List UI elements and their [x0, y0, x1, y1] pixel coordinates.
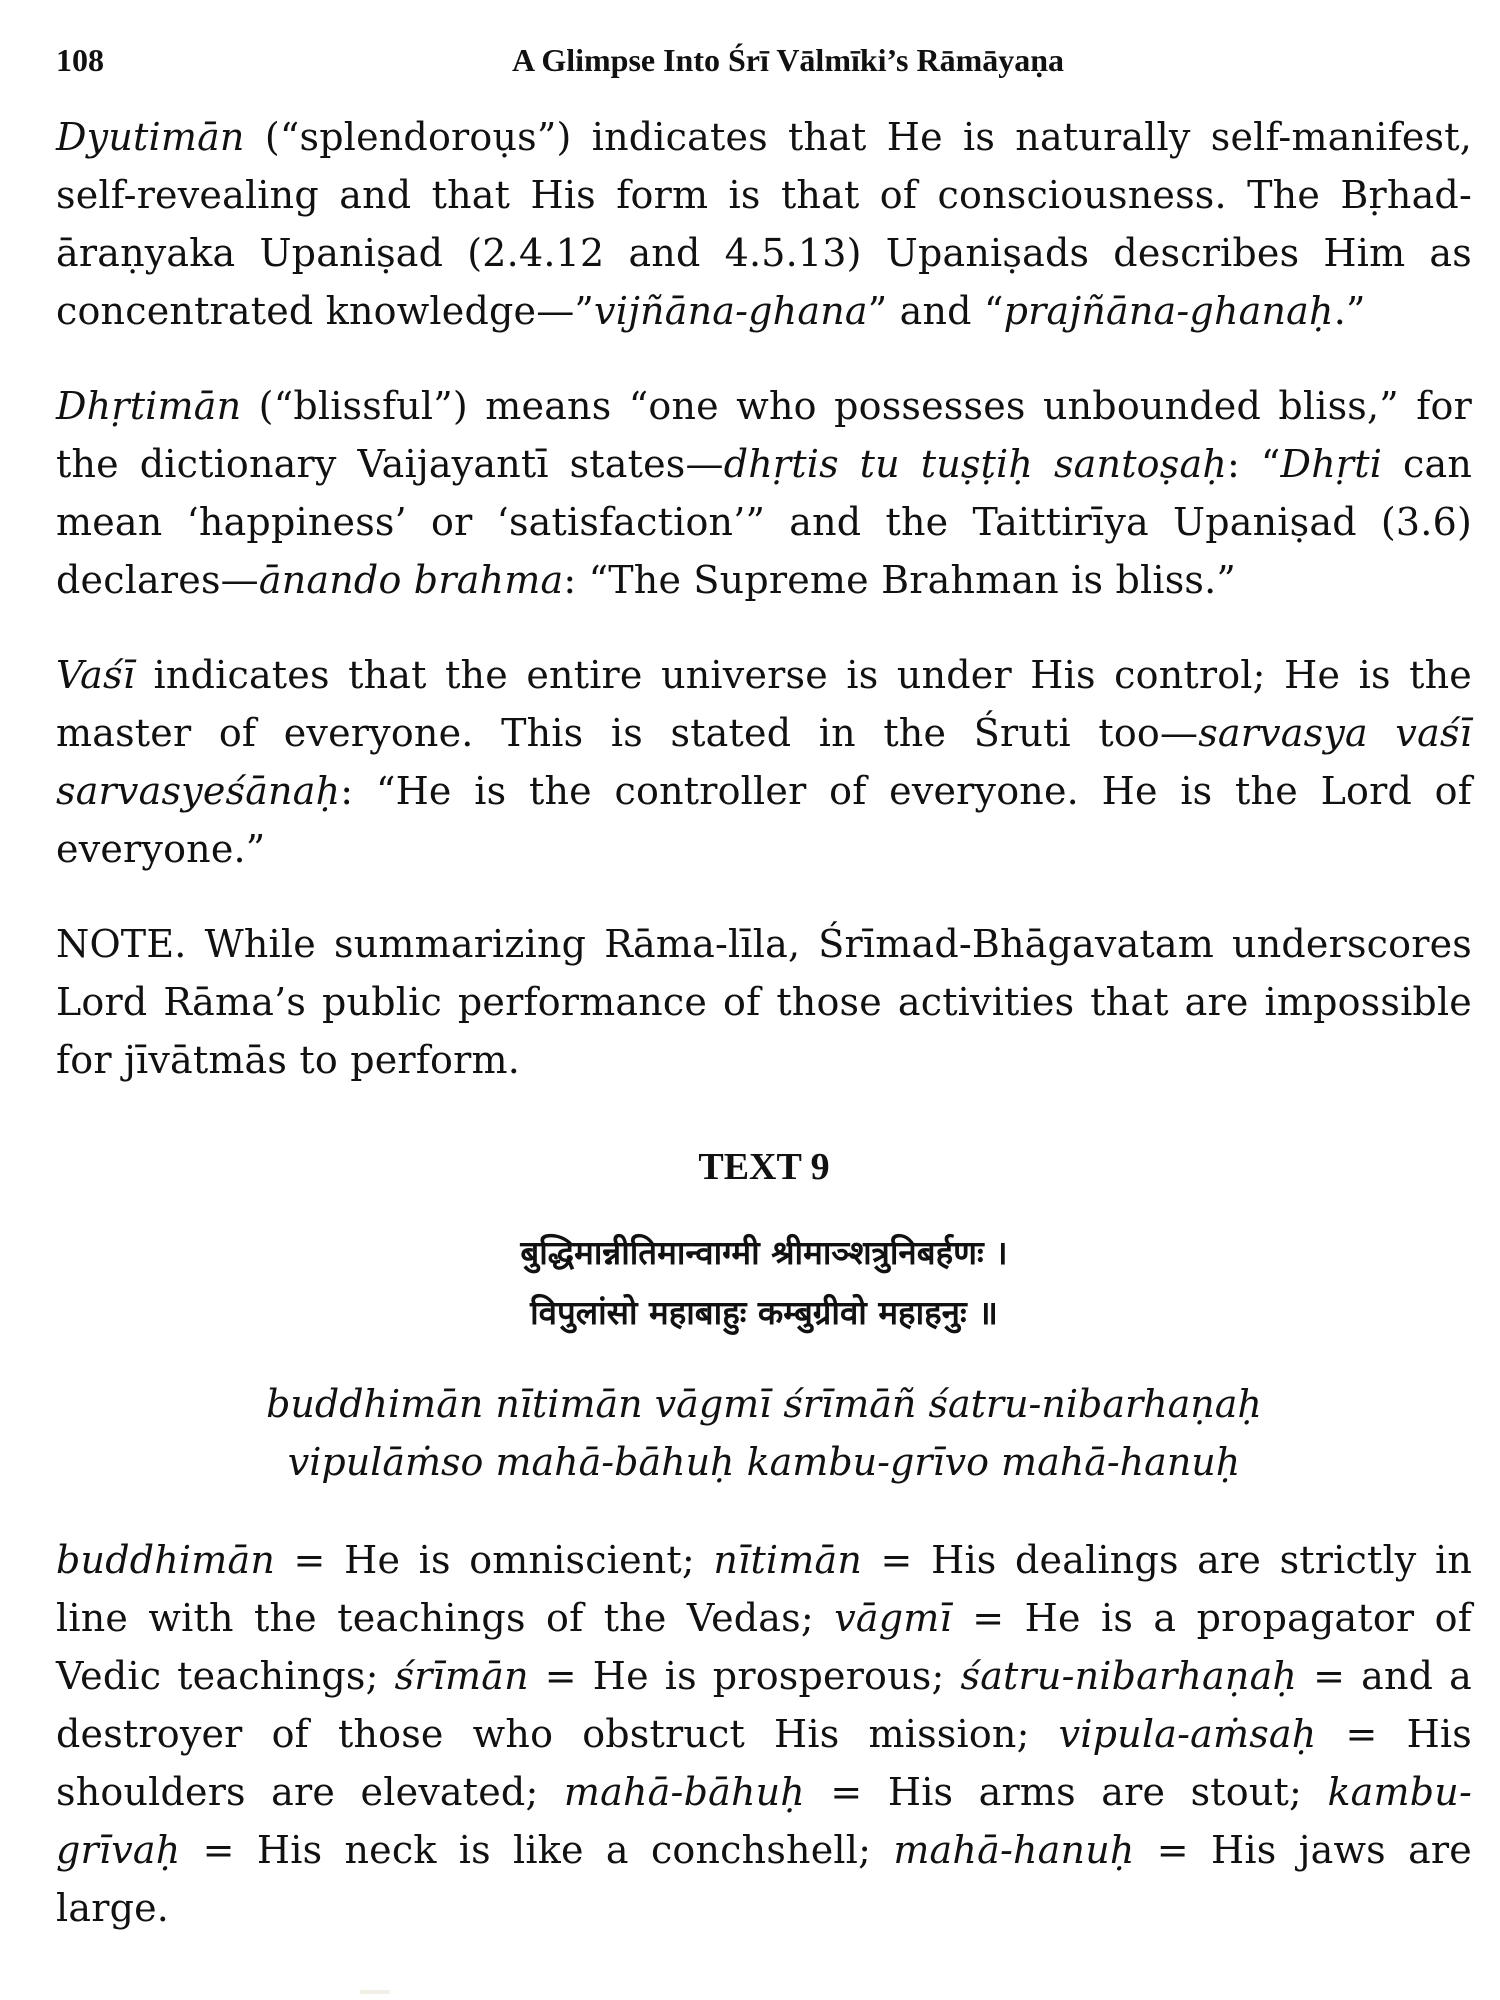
paragraph-text: : “ [1227, 442, 1281, 486]
page-body [56, 108, 1472, 1974]
paragraph-dhrtiman [56, 377, 1472, 609]
paragraph-vasi [56, 646, 1472, 878]
running-title: A Glimpse Into Śrī Vālmīki’s Rāmāyaṇa [511, 42, 1065, 78]
paragraph-text: (“splendoroụs”) indicates that He is naturally self-manifest, self-revealing and that His form is that of consciousness. The Bṛhad-āraṇyaka Upaniṣad (2.4.12 and 4.5.13) Upaniṣads describes Him as concentrated knowledge—” [56, 115, 1472, 333]
verse-transliteration-line-2: vipulāṁso mahā-bāhuḥ kambu-grīvo mahā-hanuḥ [287, 1440, 1241, 1484]
paragraph-text: : “The Supreme Brahman is bliss.” [563, 558, 1237, 602]
term-dyutiman: Dyutimān [56, 115, 245, 159]
synonym-meaning: = His jaws are large. [56, 1828, 1472, 1930]
quote-sarvasya: sarvasya vaśī sarvasyeśānaḥ [56, 711, 1472, 813]
synonym-meaning: = He is omniscient; [275, 1538, 714, 1582]
quote-anando-brahma: ānando brahma [258, 558, 564, 602]
synonyms-paragraph [56, 1531, 1472, 1937]
synonym-meaning: = His arms are stout; [804, 1770, 1328, 1814]
quote-dhrti: Dhṛti [1280, 442, 1383, 486]
term-vasi: Vaśī [56, 653, 136, 697]
paragraph-text: .” [1333, 289, 1366, 333]
synonym-term: kambu-grīvaḥ [56, 1770, 1472, 1872]
synonym-term: mahā-bāhuḥ [563, 1770, 805, 1814]
paragraph-dyutiman [56, 108, 1472, 340]
paragraph-text: (“blissful”) means “one who possesses unbounded bliss,” for the dictionary Vaijayantī states— [56, 384, 1472, 486]
text-heading: TEXT 9 [698, 1146, 830, 1188]
synonym-term: buddhimān [56, 1538, 276, 1582]
synonym-term: vāgmī [834, 1596, 952, 1640]
synonym-meaning: = His dealings are strictly in line with the teachings of the Vedas; [56, 1538, 1472, 1640]
synonym-term: śatru-nibarhaṇaḥ [960, 1654, 1298, 1698]
paragraph-text: indicates that the entire universe is under His control; He is the master of everyone. This is stated in the Śruti too— [56, 653, 1472, 755]
page-number: 108 [56, 42, 104, 78]
verse-devanagari [56, 1223, 1472, 1343]
synonym-meaning: = His shoulders are elevated; [56, 1712, 1472, 1814]
paragraph-text: : “He is the controller of everyone. He is the Lord of everyone.” [56, 769, 1472, 871]
verse-devanagari-line-2: विपुलांसो महाबाहुः कम्बुग्रीवो महाहनुः ॥ [530, 1293, 998, 1332]
synonym-meaning: = His neck is like a conchshell; [180, 1828, 894, 1872]
paper-speck [360, 1990, 390, 1994]
synonym-term: mahā-hanuḥ [893, 1828, 1135, 1872]
quote-vijnana-ghana: vijñāna-ghana [594, 289, 868, 333]
verse-transliteration-line-1: buddhimān nītimān vāgmī śrīmāñ śatru-nibarhaṇaḥ [266, 1382, 1262, 1426]
synonym-term: śrīmān [394, 1654, 529, 1698]
verse-transliteration [56, 1375, 1472, 1491]
quote-prajnana-ghanah: prajñāna-ghanaḥ [1003, 289, 1334, 333]
quote-dhrtis: dhṛtis tu tuṣṭiḥ santoṣaḥ [723, 442, 1227, 486]
paragraph-text: ” and “ [867, 289, 1004, 333]
page-header [56, 36, 1460, 86]
paragraph-note: NOTE. While summarizing Rāma-līla, Śrīmad-Bhāgavatam underscores Lord Rāma’s public performance of those activities that are impossible for jīvātmās to perform. [56, 922, 1472, 1082]
paragraph-text: can mean ‘happiness’ or ‘satisfaction’” and the Taittirīya Upaniṣad (3.6) declares— [56, 442, 1472, 602]
synonym-meaning: = He is prosperous; [528, 1654, 961, 1698]
verse-devanagari-line-1: बुद्धिमान्नीतिमान्वाग्मी श्रीमाञ्शत्रुनिबर्हणः । [520, 1233, 1008, 1272]
term-dhrtiman: Dhṛtimān [56, 384, 242, 428]
synonym-term: vipula-aṁsaḥ [1058, 1712, 1317, 1756]
synonym-meaning: = He is a propagator of Vedic teachings; [56, 1596, 1472, 1698]
synonym-term: nītimān [713, 1538, 863, 1582]
synonym-meaning: = and a destroyer of those who obstruct His mission; [56, 1654, 1472, 1756]
